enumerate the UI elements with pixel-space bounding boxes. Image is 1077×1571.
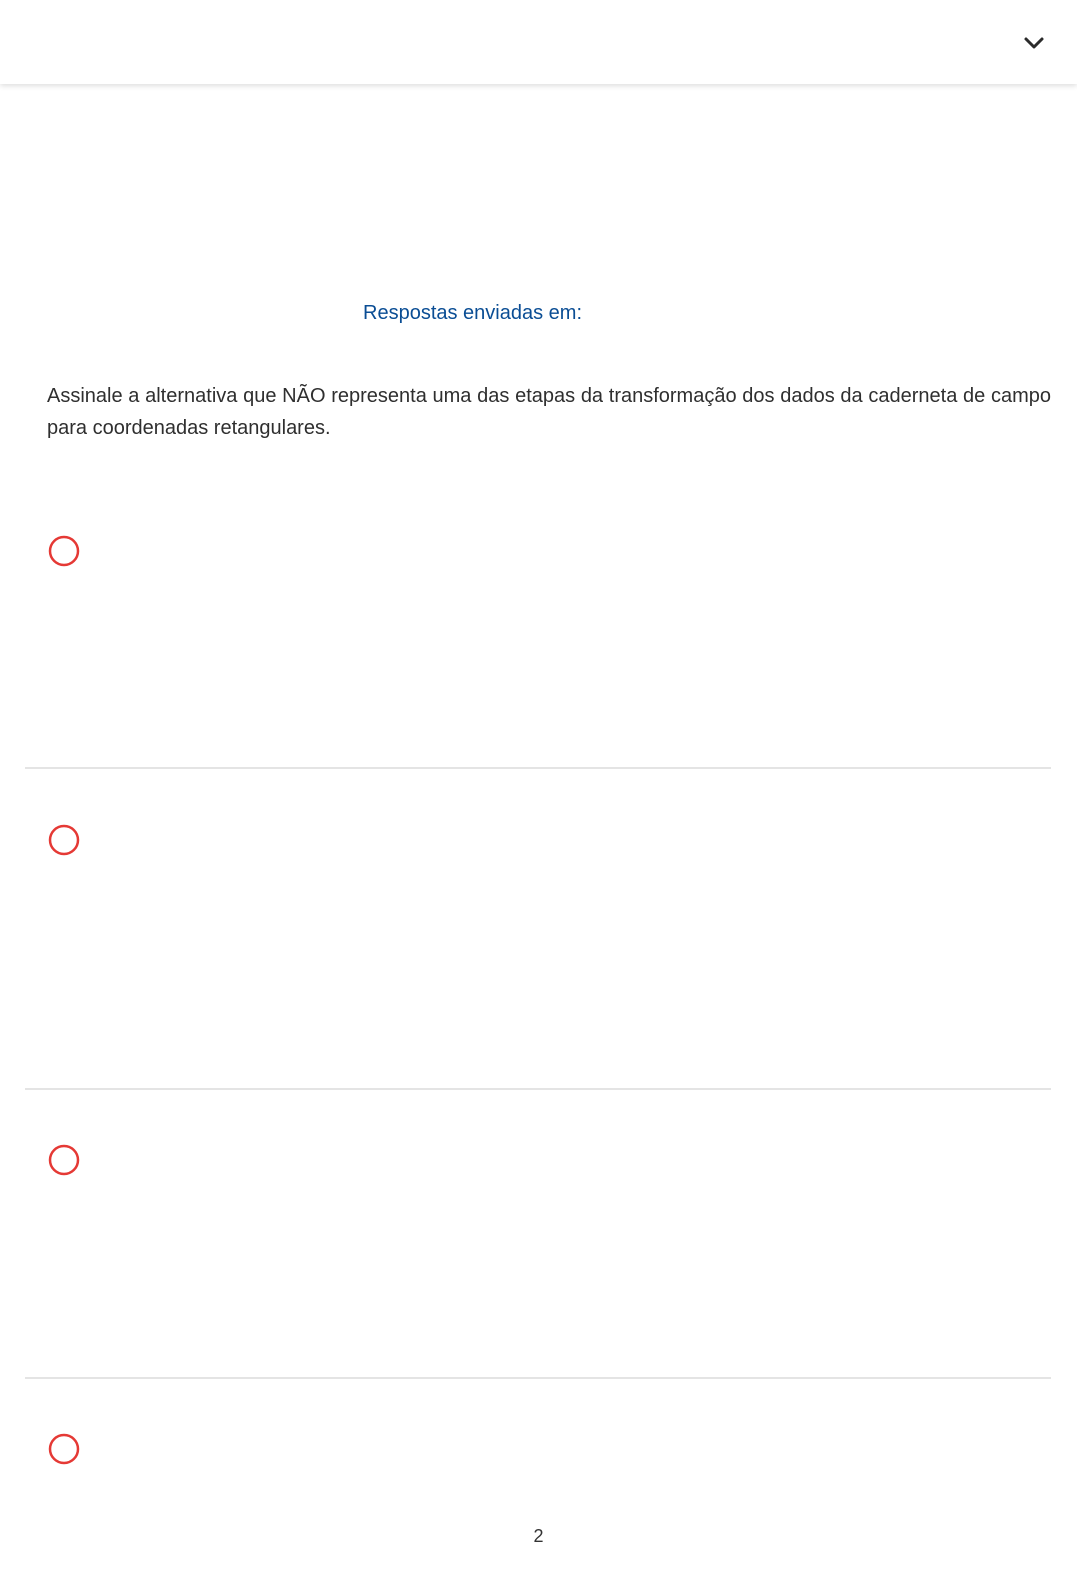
option-4-radio[interactable] — [48, 1433, 80, 1465]
radio-unselected-icon — [48, 535, 80, 567]
option-1-radio[interactable] — [48, 535, 80, 567]
option-2-radio[interactable] — [48, 824, 80, 856]
submission-label: Respostas enviadas em: — [363, 302, 583, 324]
option-3-radio[interactable] — [48, 1144, 80, 1176]
radio-unselected-icon — [48, 1433, 80, 1465]
question-text: Assinale a alternativa que NÃO representa uma das etapas da transformação dos dados da caderneta de campo para coordenadas retangulares. — [47, 385, 1051, 439]
radio-unselected-icon — [48, 1144, 80, 1176]
chevron-down-icon[interactable] — [1021, 30, 1047, 56]
option-divider — [25, 1377, 1051, 1379]
top-bar — [0, 0, 1077, 84]
page-number: 2 — [533, 1526, 544, 1546]
radio-unselected-icon — [48, 824, 80, 856]
option-divider — [25, 1088, 1051, 1090]
option-divider — [25, 767, 1051, 769]
